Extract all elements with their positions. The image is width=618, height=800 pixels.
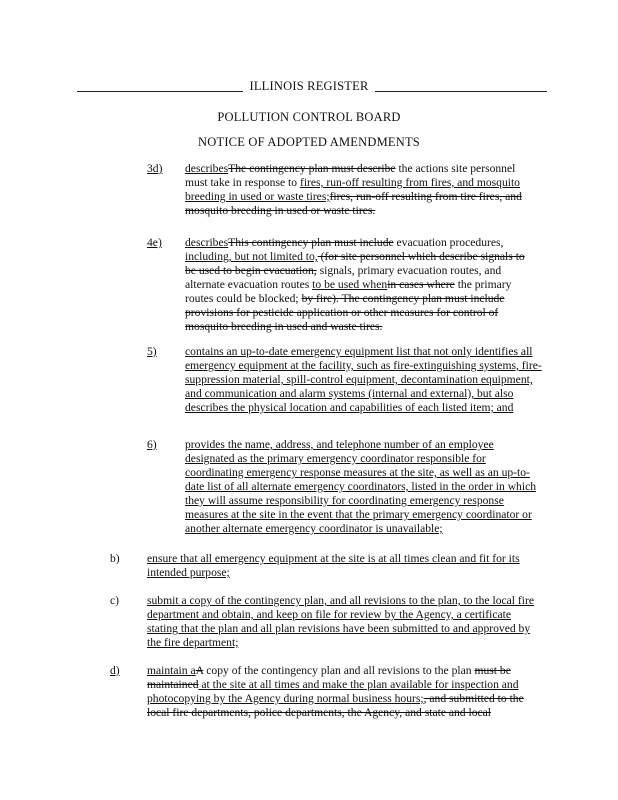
register-title: ILLINOIS REGISTER (0, 79, 618, 94)
deleted-text: The contingency plan must describe (228, 162, 396, 175)
inserted-text: maintain a (147, 664, 196, 677)
inserted-text: describes (185, 162, 229, 175)
item-label-4e: 4e) (147, 236, 162, 249)
deleted-text: in cases where (387, 278, 455, 291)
item-label-6: 6) (147, 438, 157, 451)
inserted-text: to be used when (312, 278, 388, 291)
paragraph-3d (185, 162, 535, 218)
deleted-text: (for site personnel which describe signals to be used to begin evacuation, (185, 250, 525, 277)
body-text: evacuation procedures, (393, 236, 504, 249)
paragraph-b (147, 552, 542, 580)
inserted-text: describes (185, 236, 229, 249)
deleted-text: A (195, 664, 204, 677)
item-label-3d: 3d) (147, 162, 163, 175)
deleted-text: must be maintained (147, 664, 511, 691)
inserted-text: including, but not limited to, (185, 250, 318, 263)
body-text: the primary routes could be blocked; (185, 278, 512, 305)
deleted-text: This contingency plan must include (228, 236, 394, 249)
inserted-text: fires, run-off resulting from fires, and mosquito breeding in used or waste tires; (185, 176, 520, 203)
board-title: POLLUTION CONTROL BOARD (217, 110, 401, 124)
paragraph-5 (185, 345, 543, 415)
inserted-text: ensure that all emergency equipment at the site is at all times clean and fit for its intended purpose; (147, 552, 520, 579)
body-text: copy of the contingency plan and all revisions to the plan (203, 664, 475, 677)
paragraph-6 (185, 438, 543, 536)
deleted-text: by fire). The contingency plan must include provisions for pesticide application or other measures for control of mosquito breeding in used and waste tires. (185, 292, 505, 333)
item-label-c: c) (110, 594, 120, 607)
paragraph-d (147, 664, 542, 720)
notice-title: NOTICE OF ADOPTED AMENDMENTS (198, 135, 420, 149)
inserted-text: provides the name, address, and telephone number of an employee designated as the primary emergency coordinator responsible for coordinating emergency response measures at the site, as well as an up-to-date list of all alternate emergency coordinators, listed in the order in which they will assume responsibility for coordinating emergency response measures at the site in the event that the primary emergency coordinator or another alternate emergency coordinator is unavailable; (185, 438, 537, 535)
deleted-text: , and submitted to the local fire departments, police departments, the Agency, and state and local (147, 692, 524, 719)
inserted-text: submit a copy of the contingency plan, and all revisions to the plan, to the local fire department and obtain, and keep on file for review by the Agency, a certificate stating that the plan and all plan revisions have been submitted to and approved by the fire department; (147, 594, 534, 649)
inserted-text: contains an up-to-date emergency equipment list that not only identifies all emergency equipment at the facility, such as fire-extinguishing systems, fire-suppression material, spill-control equipment, decontamination equipment, and communication and alarm systems (internal and external), but also describes the physical location and capabilities of each listed item; and (185, 345, 542, 414)
paragraph-4e (185, 236, 535, 334)
paragraph-c (147, 594, 542, 650)
inserted-text: at the site at all times and make the plan available for inspection and photocopying by the Agency during normal business hours; (147, 678, 519, 705)
item-label-b: b) (110, 552, 120, 565)
deleted-text: fires, run-off resulting from tire fires, and mosquito breeding in used or waste tires. (185, 190, 522, 217)
item-label-d: d) (110, 664, 120, 677)
body-text: signals, primary evacuation routes, and alternate evacuation routes (185, 264, 502, 291)
item-label-5: 5) (147, 345, 157, 358)
body-text: the actions site personnel must take in response to (185, 162, 516, 189)
